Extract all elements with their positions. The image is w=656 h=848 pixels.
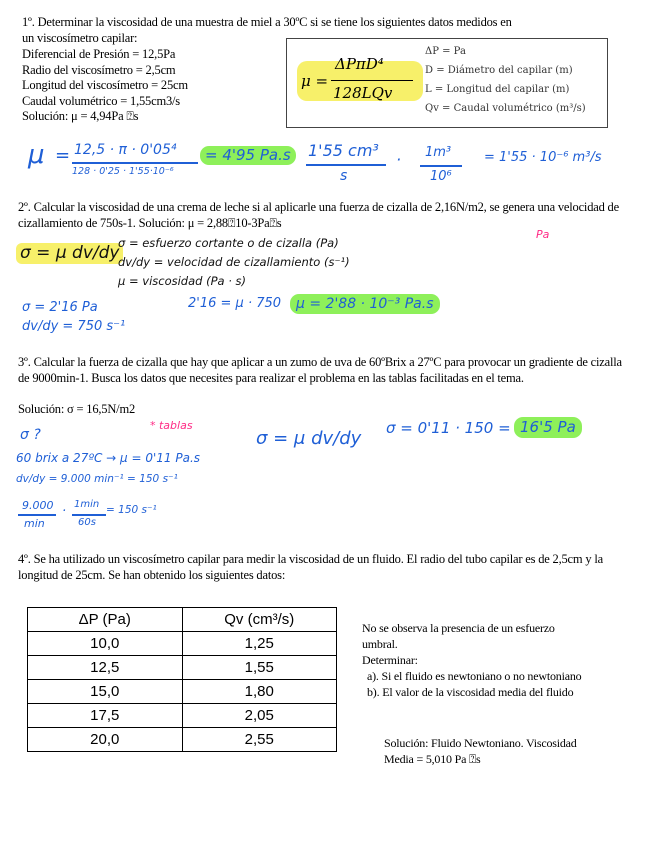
hw3-formula: σ = μ dv/dy: [256, 428, 362, 449]
solution-line: Solución: Fluido Newtoniano. Viscosidad: [384, 736, 577, 750]
hw1-conv-dot: ·: [396, 150, 402, 169]
legend-line: Qv = Caudal volumétrico (m³/s): [425, 103, 586, 114]
table-header-row: [28, 608, 337, 632]
problem-1-title: 1º. Determinar la viscosidad de una muestra de miel a 30ºC si se tiene los siguientes datos medidos en un viscosímetro capilar:: [22, 15, 512, 45]
hw1-conv-a-den: s: [340, 168, 348, 184]
table-cell: 17,5: [28, 704, 183, 728]
hw2-given-rate: dv/dy = 750 s⁻¹: [22, 319, 126, 334]
hw1-conv-b-bar: [420, 165, 462, 167]
table-row: [28, 704, 337, 728]
hw1-conv-result: = 1'55 · 10⁻⁶ m³/s: [484, 150, 602, 165]
pressure-flow-table: [27, 607, 337, 752]
hw3-conv-bar1: [18, 514, 56, 516]
hw3-line1: 60 brix a 27ºC → μ = 0'11 Pa.s: [16, 451, 201, 465]
hw2-formula: σ = μ dv/dy: [16, 243, 123, 264]
definition-line: μ = viscosidad (Pa · s): [118, 274, 247, 288]
hw2-equation: 2'16 = μ · 750: [188, 296, 282, 311]
hw1-fraction-bar: [72, 162, 198, 164]
problem-2-title: 2º. Calcular la viscosidad de una crema de leche si al aplicarle una fuerza de cizalla de 2,16N/m2, se genera una velocidad de cizallamiento de 750s-1. Solución: μ = 2,88⍰10-3Pa⍰s: [18, 200, 619, 230]
hw1-result: = 4'95 Pa.s: [200, 146, 296, 165]
side-line: Determinar:: [362, 653, 418, 667]
formula-denominator: 128LQv: [333, 84, 393, 102]
hw3-conv-den1: min: [24, 517, 45, 530]
data-line: Radio del viscosímetro = 2,5cm: [22, 62, 176, 77]
hw3-conv-den2: 60s: [78, 517, 96, 528]
definition-line: σ = esfuerzo cortante o de cizalla (Pa): [118, 236, 339, 250]
table-header-cell: Qv (cm³/s): [182, 608, 337, 632]
table-row: [28, 728, 337, 752]
solution-line: Media = 5,010 Pa ⍰s: [384, 752, 481, 766]
hw1-equals: =: [55, 145, 71, 166]
hw1-numerator: 12,5 · π · 0'05⁴: [74, 142, 177, 158]
table-cell: 20,0: [28, 728, 183, 752]
side-line: umbral.: [362, 637, 398, 651]
table-row: [28, 632, 337, 656]
hw2-definitions: [118, 234, 350, 291]
table-cell: 10,0: [28, 632, 183, 656]
table-cell: 15,0: [28, 680, 183, 704]
problem-1-data-list: [22, 47, 188, 125]
problem-3-title: 3º. Calcular la fuerza de cizalla que hay que aplicar a un zumo de uva de 60ºBrix a 27ºC para provocar un gradiente de cizalla de 9000min-1. Busca los datos que necesites para realizar el problema en las tablas facilitadas en el tema.: [18, 355, 622, 385]
data-line: Longitud del viscosímetro = 25cm: [22, 78, 188, 92]
hw3-conv-bar2: [72, 514, 106, 516]
side-line: b). El valor de la viscosidad media del fluido: [367, 685, 574, 699]
hw3-conv-result: = 150 s⁻¹: [106, 504, 157, 516]
hw1-conv-a-bar: [306, 164, 386, 166]
table-cell: 1,25: [182, 632, 337, 656]
hw2-result: μ = 2'88 · 10⁻³ Pa.s: [290, 294, 440, 314]
hw1-conv-b-den: 10⁶: [430, 169, 452, 184]
legend-line: D = Diámetro del capilar (m): [425, 65, 573, 76]
definition-line: dv/dy = velocidad de cizallamiento (s⁻¹): [118, 255, 350, 269]
pink-note-pa: Pa: [536, 228, 550, 241]
problem-3-solution: Solución: σ = 16,5N/m2: [18, 402, 136, 416]
solution-line: Solución: μ = 4,94Pa ⍰s: [22, 109, 139, 123]
table-header-cell: ΔP (Pa): [28, 608, 183, 632]
fraction-bar: [331, 80, 413, 81]
formula-mu: μ =: [301, 72, 329, 90]
hw3-conv-num1: 9.000: [22, 499, 54, 512]
table-cell: 2,55: [182, 728, 337, 752]
problem-4-side-text: [362, 620, 581, 700]
table-cell: 1,80: [182, 680, 337, 704]
formula-box: [286, 38, 608, 128]
formula-numerator: ΔPπD⁴: [335, 55, 384, 73]
data-line: Caudal volumétrico = 1,55cm3/s: [22, 93, 180, 108]
table-row: [28, 656, 337, 680]
hw3-result: 16'5 Pa: [514, 417, 582, 438]
hw1-conv-a-num: 1'55 cm³: [308, 141, 379, 160]
hw3-question: σ ?: [20, 427, 41, 443]
hw3-conv-dot: ·: [62, 504, 67, 519]
problem-4-title: 4º. Se ha utilizado un viscosímetro capilar para medir la viscosidad de un fluido. El radio del tubo capilar es de 2,5cm y la longitud de 25cm. Se han obtenido los siguientes datos:: [18, 552, 603, 582]
hw2-given-sigma: σ = 2'16 Pa: [22, 300, 98, 315]
table-cell: 2,05: [182, 704, 337, 728]
hw1-mu: μ: [28, 140, 45, 170]
hw1-denominator: 128 · 0'25 · 1'55·10⁻⁶: [72, 166, 174, 177]
legend-line: ΔP = Pa: [425, 46, 466, 57]
hw1-conv-b-num: 1m³: [425, 145, 452, 160]
formula-legend: [425, 42, 586, 118]
hw3-tablas-note: * tablas: [150, 419, 193, 432]
hw3-line2: dv/dy = 9.000 min⁻¹ = 150 s⁻¹: [16, 473, 178, 485]
table-cell: 12,5: [28, 656, 183, 680]
problem-4-solution: [384, 735, 577, 767]
side-line: No se observa la presencia de un esfuerzo: [362, 621, 555, 635]
hw3-calc: σ = 0'11 · 150 =: [386, 419, 511, 437]
side-line: a). Si el fluido es newtoniano o no newtoniano: [367, 669, 582, 683]
data-line: Diferencial de Presión = 12,5Pa: [22, 47, 176, 61]
table-row: [28, 680, 337, 704]
hw3-conv-num2: 1min: [74, 499, 100, 510]
table-cell: 1,55: [182, 656, 337, 680]
legend-line: L = Longitud del capilar (m): [425, 84, 570, 95]
